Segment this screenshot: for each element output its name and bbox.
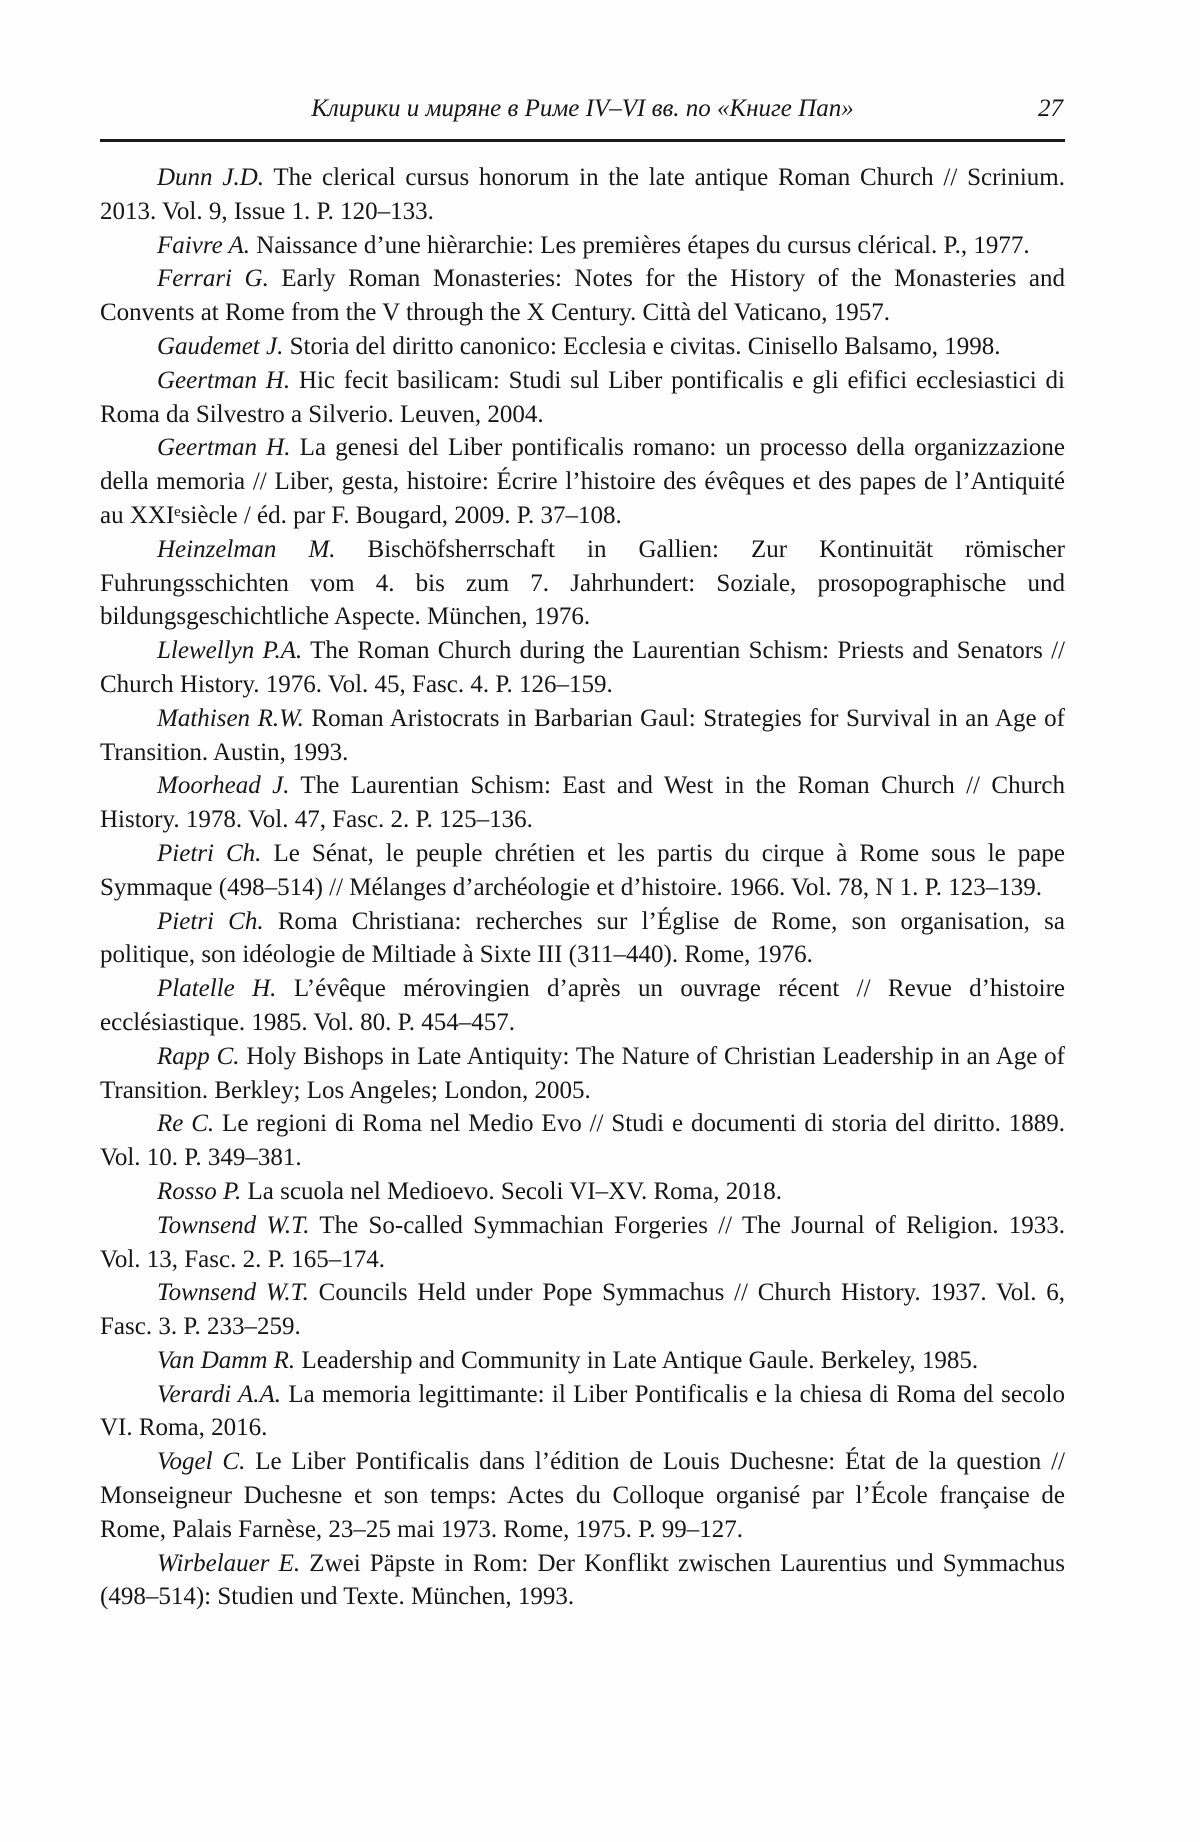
running-title: Клирики и миряне в Риме IV–VI вв. по «Книге Пап» [311, 95, 854, 122]
bibliography-entry [100, 769, 1065, 837]
bibliography-entry [100, 702, 1065, 770]
bibliography-entry [100, 1276, 1065, 1344]
bibliography-entry [100, 905, 1065, 973]
entry-author: Re C. [157, 1110, 215, 1138]
entry-author: Vogel C. [157, 1448, 246, 1476]
entry-author: Rosso P. [157, 1177, 242, 1205]
entry-text: La scuola nel Medioevo. Secoli VI–XV. Roma, 2018. [241, 1177, 782, 1205]
bibliography-entry [100, 1344, 1065, 1378]
entry-text: The clerical cursus honorum in the late antique Roman Church // Scrinium. 2013. Vol. 9, Issue 1. P. 120–133. [100, 164, 1065, 225]
bibliography-entry [100, 1378, 1065, 1446]
bibliography-list [100, 161, 1065, 1614]
bibliography-entry [100, 1175, 1065, 1209]
entry-author: Faivre A. [157, 231, 251, 259]
bibliography-entry [100, 1107, 1065, 1175]
entry-author: Platelle H. [157, 975, 277, 1003]
entry-text: Roma Christiana: recherches sur l’Église de Rome, son organisation, sa politique, son idéologie de Miltiade à Sixte III (311–440). Rome, 1976. [100, 907, 1065, 969]
entry-text: The Laurentian Schism: East and West in the Roman Church // Church History. 1978. Vol. 47, Fasc. 2. P. 125–136. [100, 772, 1066, 834]
bibliography-entry [100, 1445, 1065, 1546]
bibliography-entry [100, 972, 1065, 1040]
entry-author: Rapp C. [157, 1042, 240, 1070]
bibliography-entry [100, 364, 1065, 432]
entry-author: Geertman H. [157, 434, 291, 462]
entry-author: Wirbelauer E. [157, 1549, 301, 1577]
entry-author: Townsend W.T. [157, 1211, 310, 1239]
bibliography-entry [100, 533, 1065, 634]
entry-text: Leadership and Community in Late Antique Gaule. Berkeley, 1985. [295, 1346, 979, 1374]
entry-author: Dunn J.D. [157, 164, 265, 191]
entry-text: Holy Bishops in Late Antiquity: The Nature of Christian Leadership in an Age of Transition. Berkley; Los Angeles; London, 2005. [100, 1042, 1065, 1104]
entry-author: Verardi A.A. [157, 1380, 281, 1408]
entry-text: Le regioni di Roma nel Medio Evo // Studi e documenti di storia del diritto. 1889. Vol. 10. P. 349–381. [100, 1110, 1065, 1172]
entry-text: Zwei Päpste in Rom: Der Konflikt zwischen Laurentius und Symmachus (498–514): Studien und Texte. München, 1993. [100, 1549, 1065, 1611]
entry-author: Gaudemet J. [157, 332, 284, 360]
entry-text: Hic fecit basilicam: Studi sul Liber pontificalis e gli efifici ecclesiastici di Roma da Silvestro a Silverio. Leuven, 2004. [100, 366, 1065, 428]
entry-text: La genesi del Liber pontificalis romano: un processo della organizzazione della memoria // Liber, gesta, histoire: Écrire l’histoire des évêques et des papes de l’Antiquité au XXIᵉsiècle / éd. par F. Bougard, 2009. P. 37–108. [100, 434, 1066, 529]
bibliography-entry [100, 229, 1065, 263]
entry-text: La memoria legittimante: il Liber Pontificalis e la chiesa di Roma del secolo VI. Roma, 2016. [100, 1380, 1065, 1442]
entry-author: Van Damm R. [157, 1346, 296, 1374]
bibliography-entry [100, 1547, 1065, 1615]
entry-text: The Roman Church during the Laurentian Schism: Priests and Senators // Church History. 1976. Vol. 45, Fasc. 4. P. 126–159. [100, 637, 1065, 698]
bibliography-entry [100, 161, 1065, 229]
entry-author: Pietri Ch. [157, 907, 264, 935]
entry-author: Mathisen R.W. [157, 704, 304, 732]
entry-text: Storia del diritto canonico: Ecclesia e civitas. Cinisello Balsamo, 1998. [283, 332, 1001, 360]
bibliography-entry [100, 1040, 1065, 1108]
bibliography-entry [100, 1209, 1065, 1277]
running-head [100, 88, 1065, 130]
entry-text: Bischöfsherrschaft in Gallien: Zur Kontinuität römischer Fuhrungsschichten vom 4. bis zum 7. Jahrhundert: Soziale, prosopographische und bildungsgeschichtliche Aspecte. München, 1976. [100, 535, 1066, 631]
page-number: 27 [1038, 95, 1063, 122]
bibliography-entry [100, 837, 1065, 905]
entry-text: The So-called Symmachian Forgeries // The Journal of Religion. 1933. Vol. 13, Fasc. 2. P. 165–174. [100, 1211, 1066, 1273]
entry-author: Moorhead J. [157, 772, 290, 800]
bibliography-entry [100, 431, 1065, 532]
header-rule [100, 139, 1065, 142]
entry-text: Roman Aristocrats in Barbarian Gaul: Strategies for Survival in an Age of Transition. Austin, 1993. [100, 704, 1066, 766]
entry-text: Le Sénat, le peuple chrétien et les partis du cirque à Rome sous le pape Symmaque (498–514) // Mélanges d’archéologie et d’histoire. 1966. Vol. 78, N 1. P. 123–139. [100, 839, 1065, 901]
bibliography-entry [100, 330, 1065, 364]
entry-author: Ferrari G. [157, 265, 269, 293]
entry-author: Heinzelman M. [157, 535, 336, 563]
entry-author: Townsend W.T. [157, 1279, 309, 1307]
entry-text: Naissance d’une hièrarchie: Les premières étapes du cursus clérical. P., 1977. [250, 231, 1030, 259]
bibliography-entry [100, 262, 1065, 330]
entry-text: Councils Held under Pope Symmachus // Church History. 1937. Vol. 6, Fasc. 3. P. 233–259. [100, 1279, 1065, 1341]
entry-author: Geertman H. [157, 366, 291, 394]
entry-author: Pietri Ch. [157, 839, 262, 867]
entry-text: Early Roman Monasteries: Notes for the History of the Monasteries and Convents at Rome from the V through the X Century. Città del Vaticano, 1957. [100, 265, 1065, 327]
entry-text: L’évêque mérovingien d’après un ouvrage récent // Revue d’histoire ecclésiastique. 1985. Vol. 80. P. 454–457. [100, 975, 1065, 1036]
bibliography-entry [100, 634, 1065, 702]
entry-text: Le Liber Pontificalis dans l’édition de Louis Duchesne: État de la question // Monseigneur Duchesne et son temps: Actes du Colloque organisé par l’École française de Rome, Palais Farnèse, 23–25 mai 1973. Rome, 1975. P. 99–127. [100, 1448, 1065, 1543]
entry-author: Llewellyn P.A. [157, 637, 303, 665]
